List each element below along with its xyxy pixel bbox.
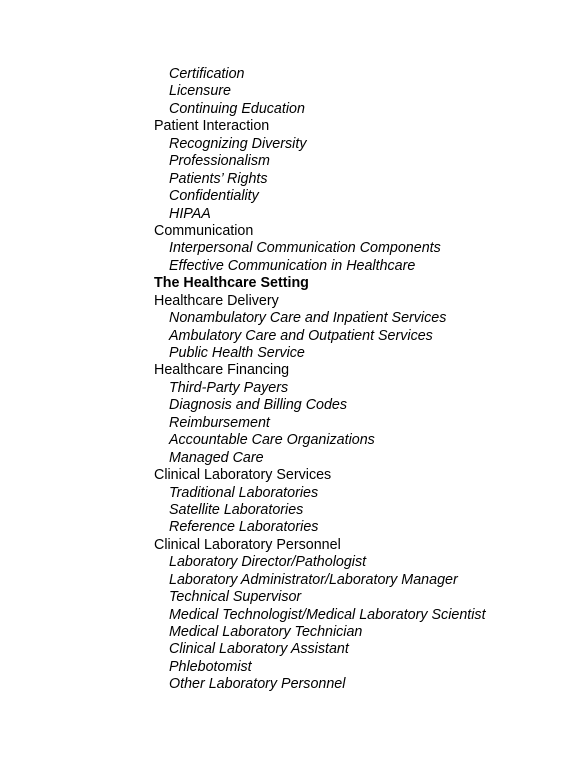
table-of-contents-outline [154,66,486,694]
subtopic-item: Public Health Service [169,345,305,361]
subtopic-item: Nonambulatory Care and Inpatient Services [169,310,447,327]
subtopic-item: Continuing Education [169,100,305,117]
subtopic-item: Third-Party Payers [169,379,289,396]
subtopic-item: Patients’ Rights [169,170,268,187]
subtopic-item: Reference Laboratories [169,519,319,536]
topic-heading: Clinical Laboratory Personnel [154,536,341,553]
subtopic-item: Confidentiality [169,188,259,205]
subtopic-item: Other Laboratory Personnel [169,676,346,693]
subtopic-item: Ambulatory Care and Outpatient Services [169,327,433,344]
topic-heading: Healthcare Financing [154,362,290,379]
subtopic-item: Managed Care [169,449,264,466]
subtopic-item: Technical Supervisor [169,589,302,606]
subtopic-item: Phlebotomist [169,658,252,675]
topic-heading: Communication [154,222,254,239]
subtopic-item: Professionalism [169,153,270,170]
subtopic-item: Effective Communication in Healthcare [169,257,416,274]
subtopic-item: Certification [169,66,245,82]
subtopic-item: Laboratory Director/Pathologist [169,554,367,571]
subtopic-item: Reimbursement [169,414,270,431]
subtopic-item: Clinical Laboratory Assistant [169,641,349,658]
subtopic-item: Interpersonal Communication Components [169,240,441,257]
subtopic-item: Diagnosis and Billing Codes [169,397,348,414]
topic-heading: Clinical Laboratory Services [154,467,332,484]
topic-heading: Patient Interaction [154,118,270,135]
section-heading: The Healthcare Setting [154,275,309,292]
subtopic-item: Satellite Laboratories [169,501,304,518]
subtopic-item: Licensure [169,83,231,100]
subtopic-item: HIPAA [169,205,211,222]
subtopic-item: Recognizing Diversity [169,135,307,152]
subtopic-item: Accountable Care Organizations [169,432,375,449]
subtopic-item: Laboratory Administrator/Laboratory Manager [169,571,458,588]
subtopic-item: Traditional Laboratories [169,484,319,501]
subtopic-item: Medical Technologist/Medical Laboratory Scientist [169,606,486,623]
subtopic-item: Medical Laboratory Technician [169,624,363,640]
topic-heading: Healthcare Delivery [154,292,279,309]
